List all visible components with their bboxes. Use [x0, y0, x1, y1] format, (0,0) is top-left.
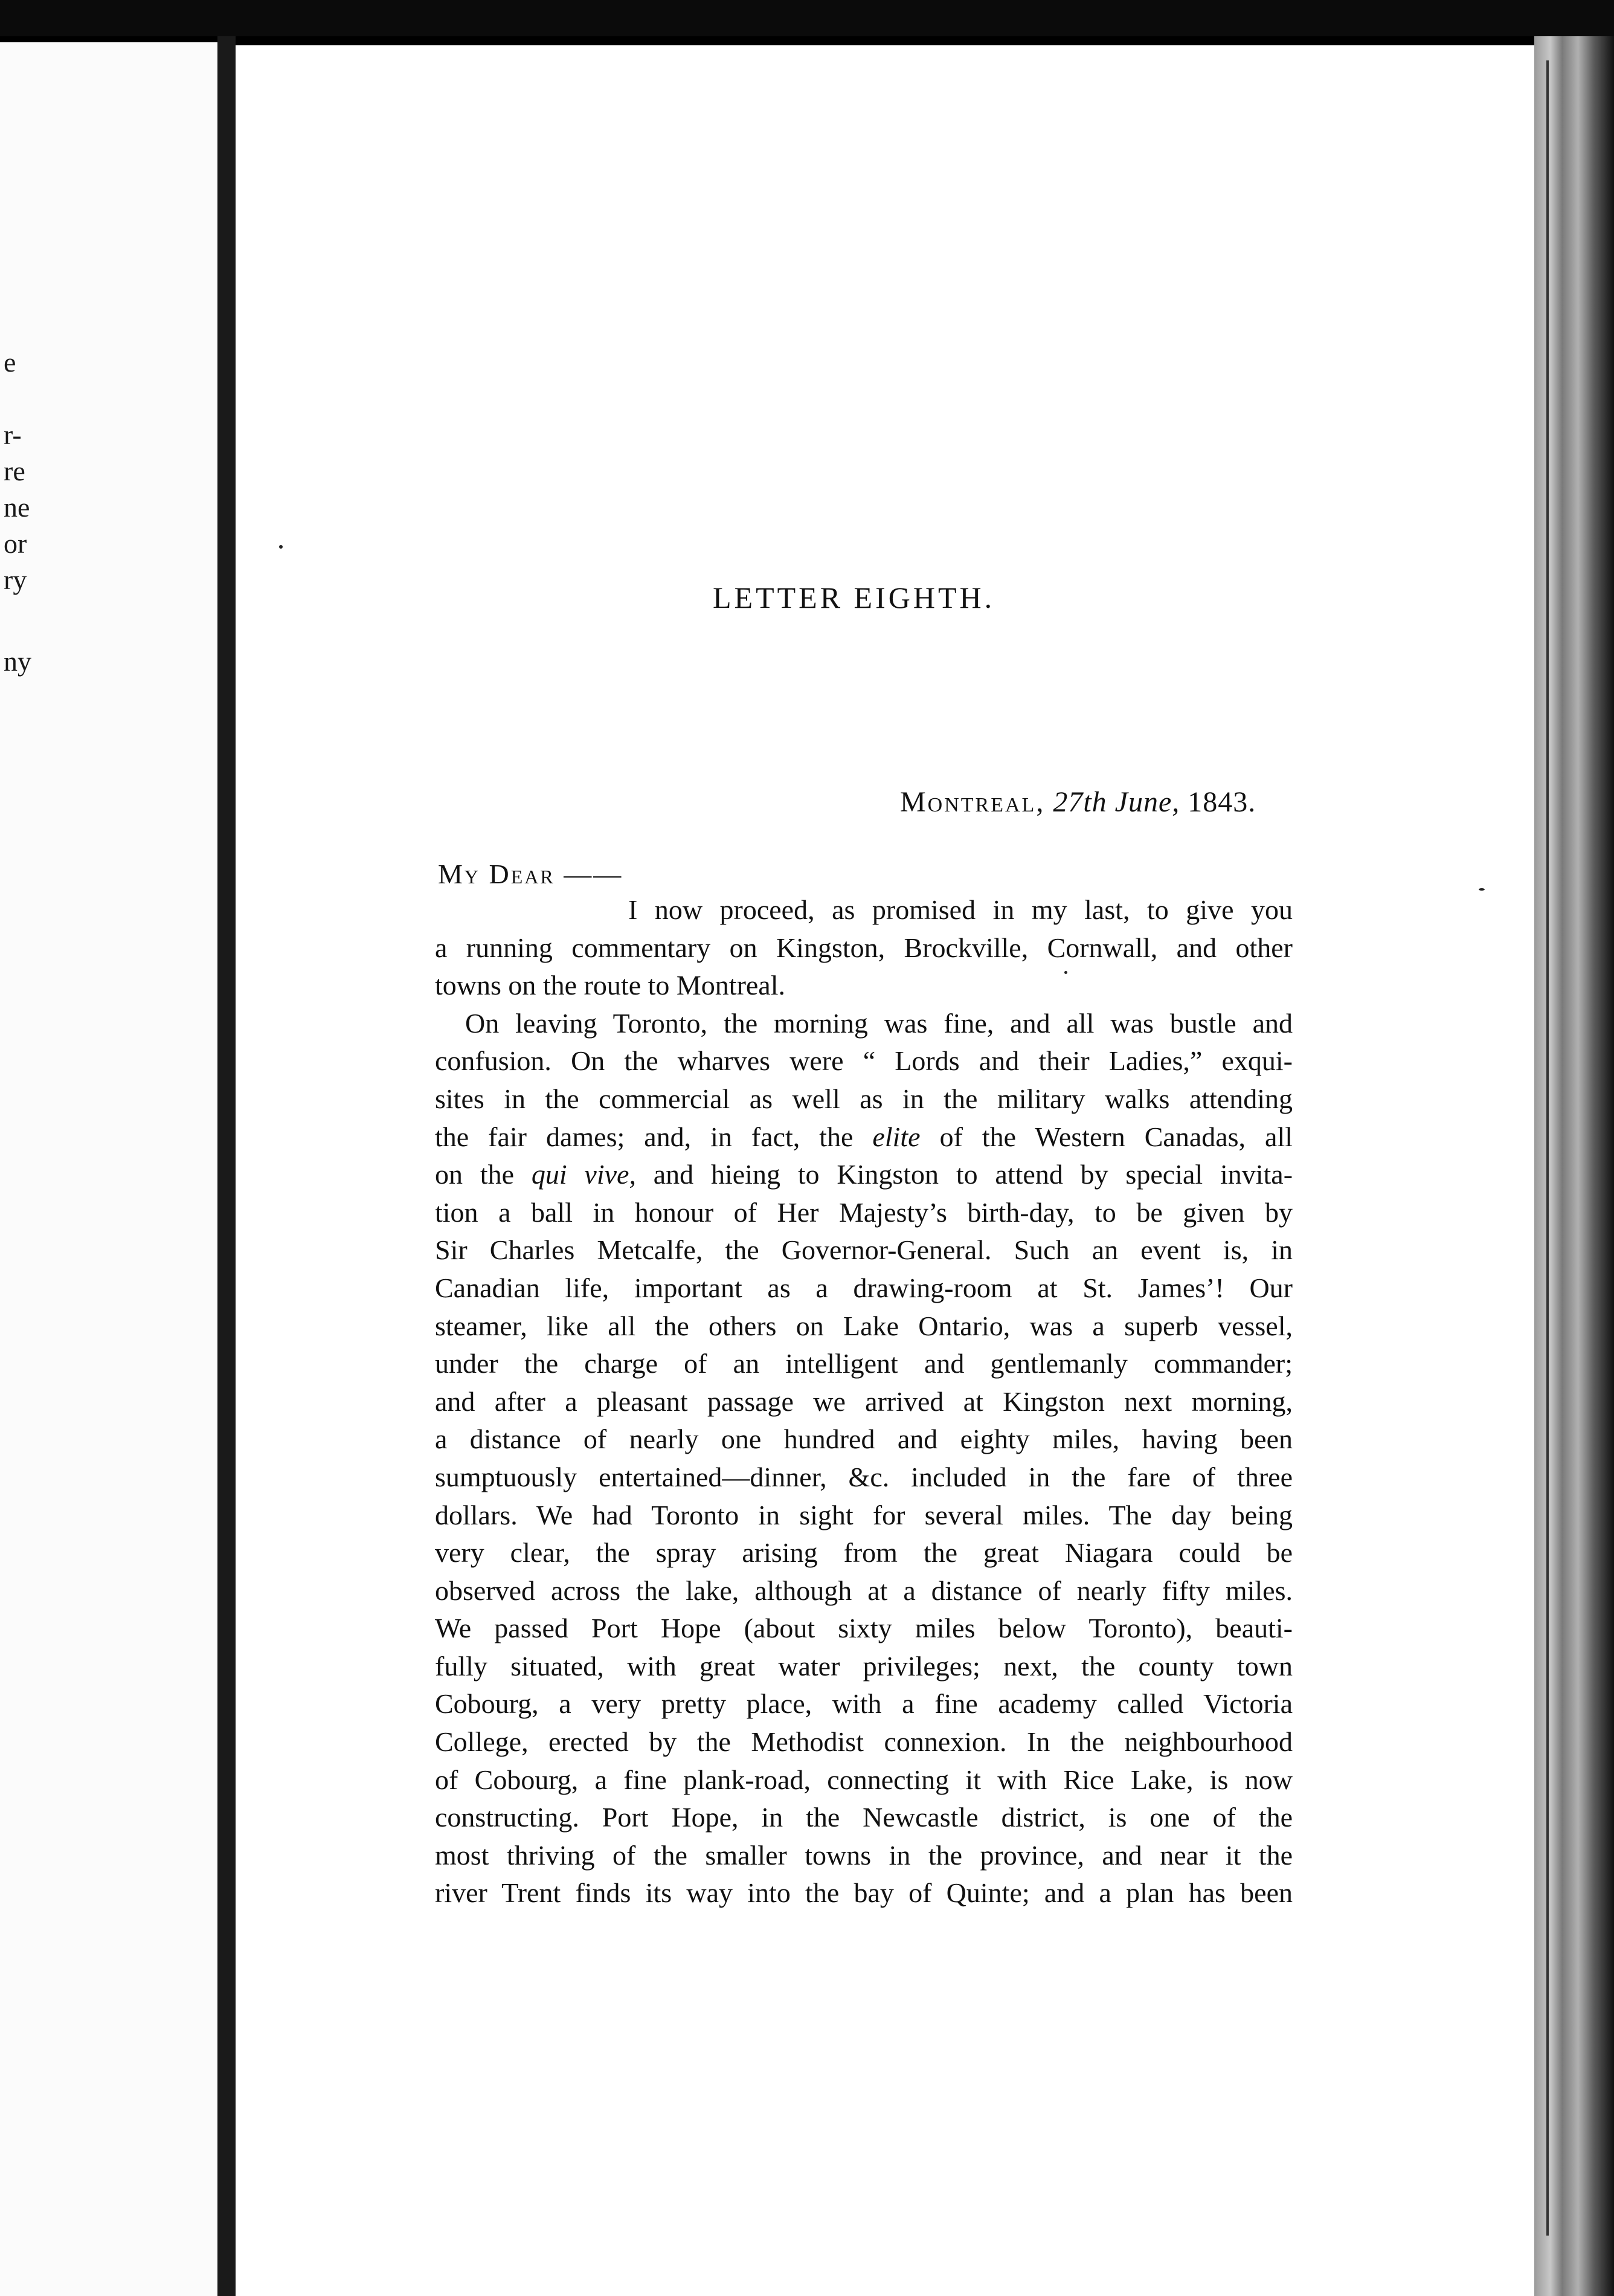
dateline-place: Montreal,	[900, 786, 1046, 818]
fragment: r-	[4, 419, 22, 450]
text-line: observed across the lake, although at a distance of nearly fifty miles.	[435, 1575, 1293, 1606]
scan-speck	[279, 545, 283, 549]
letter-body	[435, 891, 1293, 1912]
dateline	[900, 785, 1256, 819]
fragment: ry	[4, 564, 27, 595]
page-edge-line	[1546, 60, 1549, 2236]
scan-top-border	[0, 0, 1614, 36]
text-line: constructing. Port Hope, in the Newcastle district, is one of the	[435, 1802, 1293, 1833]
text-line: College, erected by the Methodist connexion. In the neighbourhood	[435, 1726, 1293, 1758]
text-line: On leaving Toronto, the morning was fine, and all was bustle and	[465, 1007, 1293, 1039]
text-run: and hieing to Kingston to attend by special invita-	[653, 1159, 1293, 1190]
text-run: the fair dames; and, in fact, the	[435, 1121, 854, 1152]
scan-speck	[1479, 888, 1485, 891]
text-line: very clear, the spray arising from the great Niagara could be	[435, 1537, 1293, 1569]
text-line: a distance of nearly one hundred and eighty miles, having been	[435, 1424, 1293, 1455]
book-gutter	[217, 36, 236, 2296]
text-line: steamer, like all the others on Lake Ontario, was a superb vessel,	[435, 1310, 1293, 1341]
text-line: dollars. We had Toronto in sight for several miles. The day being	[435, 1499, 1293, 1530]
text-run: on the	[435, 1159, 515, 1190]
text-line: We passed Port Hope (about sixty miles below Toronto), beauti-	[435, 1613, 1293, 1644]
italic-text: elite	[872, 1121, 921, 1152]
text-line: sites in the commercial as well as in the military walks attending	[435, 1083, 1293, 1114]
text-line: sumptuously entertained—dinner, &c. included in the fare of three	[435, 1461, 1293, 1492]
fragment: or	[4, 528, 27, 559]
text-line: under the charge of an intelligent and gentlemanly commander;	[435, 1348, 1293, 1379]
fragment: ne	[4, 492, 30, 523]
fragment: e	[4, 347, 16, 378]
text-line	[435, 1156, 1293, 1194]
letter-heading: LETTER EIGHTH.	[713, 581, 995, 614]
fragment: re	[4, 456, 25, 486]
left-page-edge	[0, 42, 217, 2296]
text-line: most thriving of the smaller towns in the province, and near it the	[435, 1839, 1293, 1871]
dateline-year: 1843.	[1188, 786, 1256, 818]
text-line: a running commentary on Kingston, Brockville, Cornwall, and other	[435, 932, 1293, 963]
text-line: of Cobourg, a fine plank-road, connecting it with Rice Lake, is now	[435, 1764, 1293, 1795]
salutation: My Dear ——	[438, 859, 623, 889]
text-run: of the Western Canadas, all	[939, 1121, 1293, 1152]
text-line: river Trent finds its way into the bay of Quinte; and a plan has been	[435, 1877, 1293, 1909]
text-line: confusion. On the wharves were “ Lords and their Ladies,” exqui-	[435, 1045, 1293, 1077]
text-line: Canadian life, important as a drawing-room at St. James’! Our	[435, 1272, 1293, 1303]
text-line	[435, 1118, 1293, 1156]
fragment: ny	[4, 646, 31, 677]
dateline-date: 27th June,	[1053, 786, 1180, 818]
text-line: and after a pleasant passage we arrived at Kingston next morning,	[435, 1385, 1293, 1417]
italic-text: qui vive,	[531, 1159, 636, 1190]
text-line: fully situated, with great water privileges; next, the county town	[435, 1650, 1293, 1682]
text-line: Cobourg, a very pretty place, with a fine academy called Victoria	[435, 1688, 1293, 1720]
text-line: towns on the route to Montreal.	[435, 970, 786, 1001]
text-line: Sir Charles Metcalfe, the Governor-General. Such an event is, in	[435, 1234, 1293, 1266]
text-line: I now proceed, as promised in my last, to give you	[628, 894, 1293, 925]
text-line: tion a ball in honour of Her Majesty’s birth-day, to be given by	[435, 1196, 1293, 1228]
